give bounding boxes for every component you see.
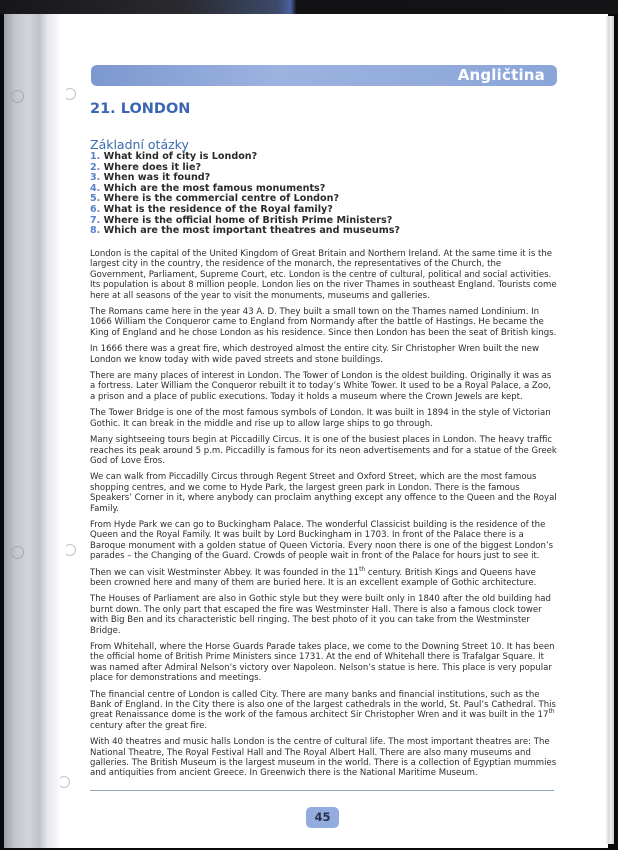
punch-hole-icon — [64, 88, 76, 100]
question-number: 2. — [90, 161, 101, 173]
question-text: What kind of city is London? — [103, 151, 258, 162]
superscript: th — [359, 565, 366, 573]
question-item — [90, 226, 400, 237]
text-run: century. British Kings and Queens have been crowned here and many of them are buried here. It is an excellent example of Gothic architecture. — [90, 567, 537, 588]
scan-background-top — [0, 0, 618, 14]
article-body — [90, 249, 558, 785]
question-number: 1. — [90, 151, 101, 162]
text-run: The financial centre of London is called City. There are many banks and financial institutions, such as the Bank of England. In the City there is also one of the largest cathedrals in the world, St. Paul’s Cathedral. This great Renaissance dome is the work of the famous architect Sir Christopher Wren and it was built in the 17 — [90, 689, 556, 721]
binder-hole-icon — [11, 546, 24, 559]
question-number: 5. — [90, 193, 101, 205]
questions-heading: Základní otázky — [90, 137, 189, 152]
question-number: 8. — [90, 225, 101, 237]
superscript: th — [548, 708, 555, 716]
paragraph-piccadilly: Many sightseeing tours begin at Piccadilly Circus. It is one of the busiest places in London. The heavy traffic reaches its peak around 5 p.m. Piccadilly is famous for its neon advertisements and for a statue of the Greek God of Love Eros. — [90, 435, 557, 466]
paragraph-tower: There are many places of interest in London. The Tower of London is the oldest building. Originally it was as a fortress. Later William the Conqueror rebuilt it to today’s White Tower. It used to be a Royal Palace, a Zoo, a prison and a place of public executions. Today it holds a museum where the Crown Jewels are kept. — [90, 371, 552, 402]
question-text: Where is the commercial centre of London? — [103, 193, 340, 205]
paragraph-great-fire: In 1666 there was a great fire, which destroyed almost the entire city. Sir Christopher Wren built the new London we know today with wide paved streets and stone buildings. — [90, 344, 539, 365]
chapter-title: 21. LONDON — [90, 101, 191, 117]
paragraph-whitehall: From Whitehall, where the Horse Guards Parade takes place, we come to the Downing Street 10. It has been the official home of British Prime Ministers since 1731. At the end of Whitehall there is Trafalgar Square. It was named after Admiral Nelson’s victory over Napoleon. Nelson’s statue is here. This place is very popular place for demonstrations and meetings. — [90, 642, 555, 684]
paragraph-city — [90, 690, 558, 732]
paragraph-tower-bridge: The Tower Bridge is one of the most famous symbols of London. It was built in 1894 in the style of Victorian Gothic. It can break in the middle and rise up to allow large ships to go through. — [90, 408, 551, 429]
question-text: Where is the official home of British Prime Ministers? — [103, 214, 393, 226]
question-text: Which are the most important theatres and museums? — [103, 225, 400, 237]
binder-hole-icon — [11, 90, 24, 103]
paragraph-culture: With 40 theatres and music halls London is the centre of cultural life. The most important theatres are: The National Theatre, The Royal Festival Hall and The Royal Albert Hall. There are also many museums and galleries. The British Museum is the largest museum in the world. There is a collection of Egyptian mummies and antiquities from ancient Greece. In Greenwich there is the National Maritime Museum. — [90, 737, 557, 779]
footer-divider — [90, 790, 554, 791]
subject-header-band — [91, 65, 557, 86]
binder-spine — [4, 14, 48, 848]
paragraph-buckingham: From Hyde Park we can go to Buckingham Palace. The wonderful Classicist building is the residence of the Queen and the Royal Family. It was built by Lord Buckingham in 1703. In front of the Palace there is a Baroque monument with a golden statue of Queen Victoria. Every noon there is one of the biggest London’s parades – the Changing of the Guard. Crowds of people wait in front of the Palace for hours just to see it. — [90, 519, 554, 562]
punch-hole-icon — [58, 776, 70, 788]
page-number-badge: 45 — [306, 807, 339, 828]
question-number: 6. — [90, 203, 101, 215]
paragraph-history: The Romans came here in the year 43 A. D. They built a small town on the Thames named Londinium. In 1066 William the Conqueror came to England from Normandy after the battle of Hastings. He became the King of England and he chose London as his residence. Since then London has been the seat of British kings. — [90, 307, 557, 338]
paragraph-hyde-park: We can walk from Piccadilly Circus through Regent Street and Oxford Street, which are the most famous shopping centres, and we come to Hyde Park, the largest green park in London. There is the famous Speakers’ Corner in it, where anybody can proclaim anything except any offence to the Queen and the Royal Family. — [90, 472, 557, 514]
question-number: 7. — [90, 214, 101, 226]
page-stack-edge — [606, 16, 614, 844]
paragraph-westminster-abbey — [90, 565, 558, 589]
question-text: When was it found? — [103, 172, 211, 184]
question-text: What is the residence of the Royal family? — [103, 203, 333, 215]
question-number: 3. — [90, 172, 101, 184]
paragraph-parliament: The Houses of Parliament are also in Gothic style but they were built only in 1840 after the old building had burnt down. The only part that escaped the fire was Westminster Hall. There is also a famous clock tower with Big Ben and its characteristic bell ringing. The best photo of it you can take from the Westminster Bridge. — [90, 594, 551, 636]
questions-list — [90, 152, 400, 237]
subject-title: Angličtina — [457, 66, 545, 84]
text-run: century after the great fire. — [90, 720, 208, 731]
text-run: Then we can visit Westminster Abbey. It was founded in the 11 — [90, 567, 360, 578]
punch-hole-icon — [64, 544, 76, 556]
question-number: 4. — [90, 182, 101, 194]
paragraph-intro: London is the capital of the United Kingdom of Great Britain and Northern Ireland. At the same time it is the largest city in the country, the residence of the monarch, the representatives of the Church, the Government, Parliament, Supreme Court, etc. London is the centre of cultural, political and social activities. Its population is about 8 million people. London lies on the river Thames in southeast England. Tourists come here at all seasons of the year to visit the monuments, museums and galleries. — [90, 249, 557, 301]
question-text: Where does it lie? — [103, 161, 202, 173]
question-text: Which are the most famous monuments? — [103, 182, 326, 194]
